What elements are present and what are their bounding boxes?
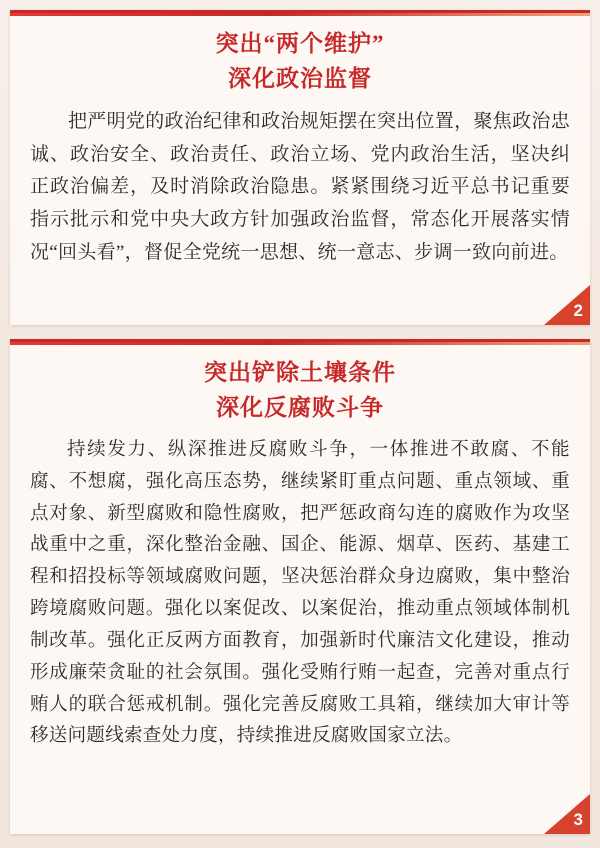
card-body-text: 把严明党的政治纪律和政治规矩摆在突出位置，聚焦政治忠诚、政治安全、政治责任、政治立场、党内政治生活，坚决纠正政治偏差，及时消除政治隐患。紧紧围绕习近平总书记重要指示批示和党中央大政方针加强政治监督，常态化开展落实情况“回头看”，督促全党统一思想、统一意志、步调一致向前进。 — [30, 111, 570, 263]
card-title — [30, 356, 570, 425]
corner-triangle-overlay-shape — [544, 794, 590, 834]
card-number-label: 3 — [573, 810, 583, 829]
card-title-line-2: 深化反腐败斗争 — [216, 394, 384, 420]
card-number-label: 2 — [573, 301, 583, 320]
card-title-line-1: 突出“两个维护” — [215, 31, 385, 56]
content-card-3 — [10, 339, 590, 834]
card-number-corner — [544, 794, 590, 834]
card-title-line-2: 深化政治监督 — [228, 65, 372, 91]
card-body-text: 持续发力、纵深推进反腐败斗争，一体推进不敢腐、不能腐、不想腐，强化高压态势，继续紧盯重点问题、重点领域、重点对象、新型腐败和隐性腐败，把严惩政商勾连的腐败作为攻坚战重中之重，深化整治金融、国企、能源、烟草、医药、基建工程和招投标等领域腐败问题，坚决惩治群众身边腐败，集中整治跨境腐败问题。强化以案促改、以案促治，推动重点领域体制机制改革。强化正反两方面教育，加强新时代廉洁文化建设，推动形成廉荣贪耻的社会氛围。强化受贿行贿一起查，完善对重点行贿人的联合惩戒机制。强化完善反腐败工具箱，继续加大审计等移送问题线索查处力度，持续推进反腐败国家立法。 — [30, 440, 570, 747]
card-number-corner — [544, 285, 590, 325]
content-card-2 — [10, 10, 590, 325]
corner-triangle-overlay-shape — [544, 285, 590, 325]
card-title — [30, 27, 570, 96]
card-title-line-1: 突出铲除土壤条件 — [204, 360, 396, 385]
